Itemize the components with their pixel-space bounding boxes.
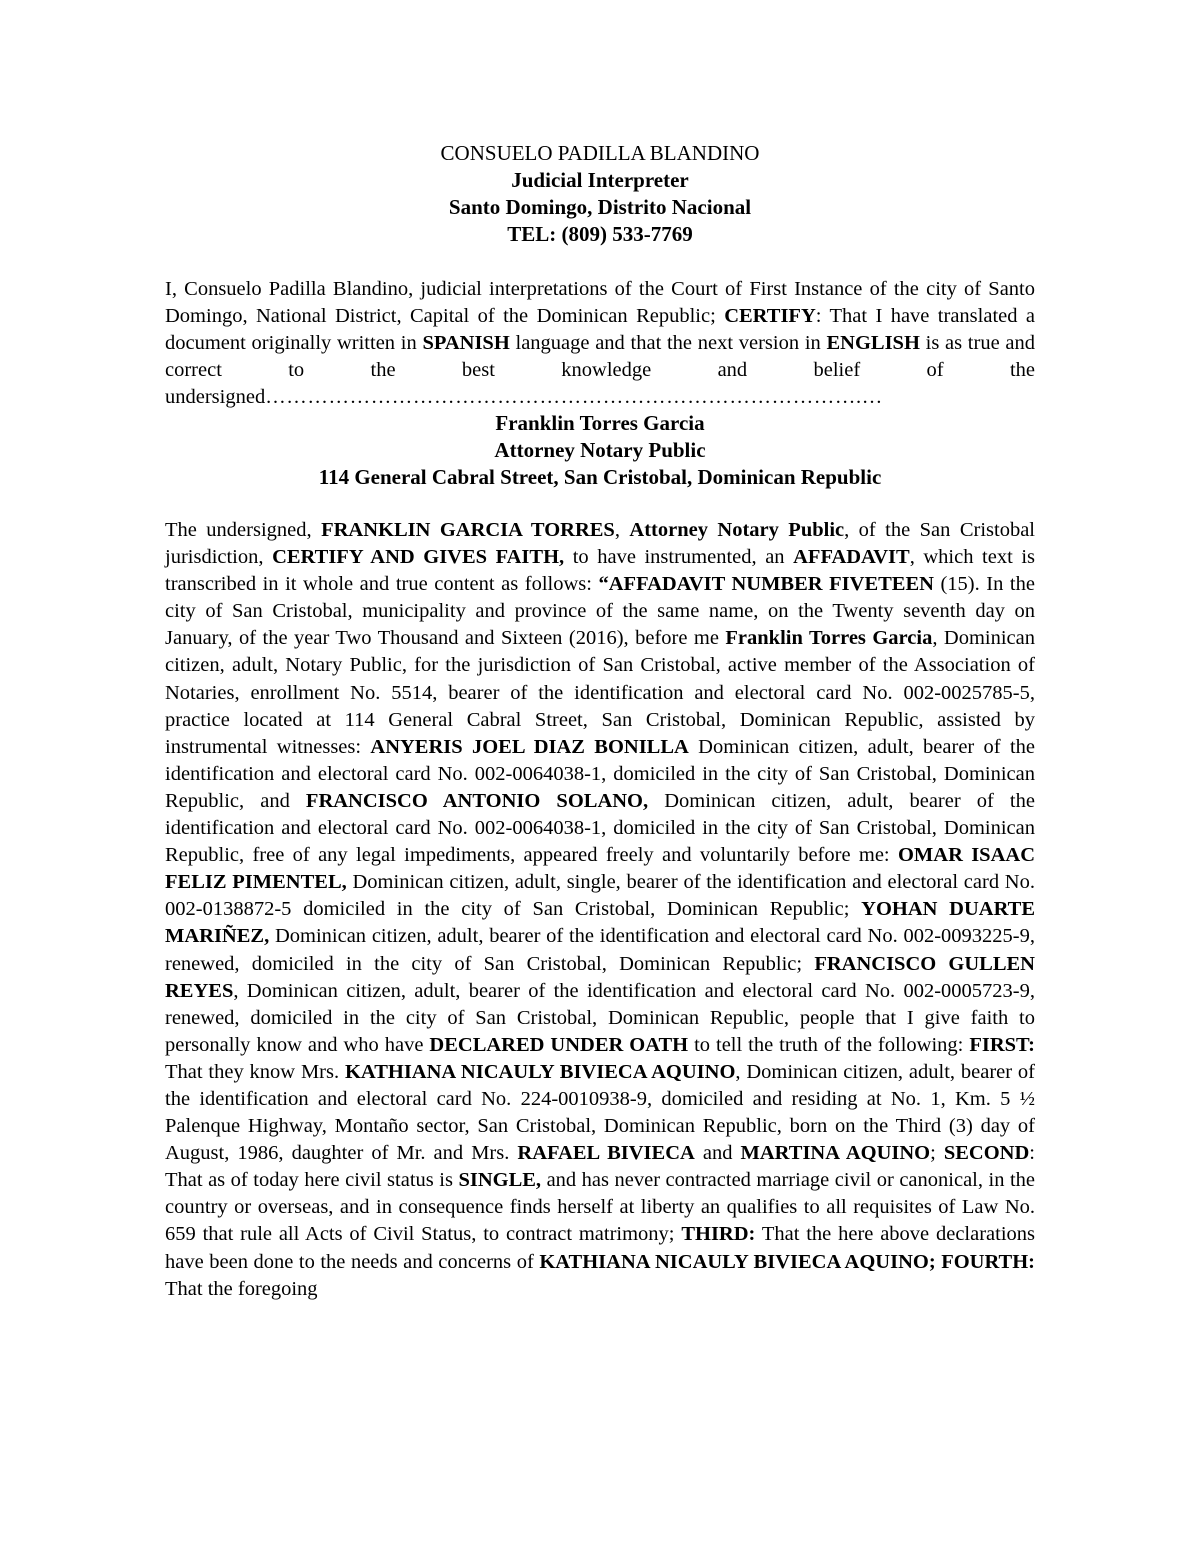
affidavit-bold: YOHAN DUARTE MARIÑEZ, [165, 898, 1035, 948]
cert-text: is as true and correct to the best knowledge and belief of the undersigned [165, 332, 1035, 409]
notary-heading [165, 410, 1035, 491]
affidavit-run: to have instrumented, an [564, 546, 794, 569]
affidavit-bold: SINGLE, [458, 1169, 542, 1192]
affidavit-run: , which text is transcribed in it whole and true content as follows: [165, 546, 1036, 596]
affidavit-run: (15). In the city of San Cristobal, municipality and province of the same name, on the Twenty seventh day on January, of the year Two Thousand and Sixteen (2016), before me [165, 573, 1035, 650]
cert-bold: SPANISH [422, 332, 510, 355]
notary-title: Attorney Notary Public [494, 438, 706, 462]
cert-text: language and that the next version in [509, 332, 827, 355]
affidavit-bold: ANYERIS JOEL DIAZ BONILLA [370, 735, 689, 758]
affidavit-bold: AFFADAVIT [793, 546, 910, 569]
affidavit-run: , Dominican citizen, adult, Notary Public, for the jurisdiction of San Cristobal, active member of the Association of Notaries, enrollment No. 5514, bearer of the identification and electoral card No. 002-0025785-5, practice located at 114 General Cabral Street, San Cristobal, Dominican Republic, assisted by instrumental witnesses: [165, 627, 1035, 758]
dotted-leader: ………………………………………………………………………….… [265, 386, 883, 409]
letterhead [165, 140, 1035, 248]
affidavit-bold: KATHIANA NICAULY BIVIECA AQUINO; FOURTH: [539, 1250, 1035, 1273]
notary-name: Franklin Torres Garcia [495, 411, 705, 435]
affidavit-run: Dominican citizen, adult, bearer of the identification and electoral card No. 002-0093225-9, renewed, domiciled in the city of San Cristobal, Dominican Republic; [165, 925, 1035, 975]
affidavit-bold: KATHIANA NICAULY BIVIECA AQUINO [344, 1060, 736, 1083]
cert-bold: ENGLISH [826, 332, 920, 355]
affidavit-run: Dominican citizen, adult, single, bearer of the identification and electoral card No. 002-0138872-5 domiciled in the city of San Cristobal, Dominican Republic; [165, 871, 1035, 921]
cert-text: : That I have translated a document originally written in [165, 305, 1036, 355]
affidavit-bold: Attorney Notary Public [629, 519, 845, 541]
affidavit-bold: FIRST: [969, 1033, 1035, 1056]
affidavit-run: ; [930, 1142, 944, 1165]
cert-text: I, Consuelo Padilla Blandino, judicial interpretations of the Court of First Instance of the city of Santo Domingo, National District, Capital of the Dominican Republic; [165, 278, 1035, 328]
interpreter-location: Santo Domingo, Distrito Nacional [448, 195, 752, 219]
affidavit-run: , [614, 519, 630, 541]
affidavit-run: Dominican citizen, adult, bearer of the identification and electoral card No. 002-0064038-1, domiciled in the city of San Cristobal, Dominican Republic, and [165, 735, 1035, 812]
affidavit-bold: OMAR ISAAC FELIZ PIMENTEL, [165, 844, 1035, 894]
affidavit-run: to tell the truth of the following: [688, 1033, 970, 1056]
affidavit-run: That the here above declarations have been done to the needs and concerns of [165, 1223, 1036, 1273]
affidavit-run: , of the San Cristobal jurisdiction, [165, 519, 1036, 569]
affidavit-run: , Dominican citizen, adult, bearer of the identification and electoral card No. 002-0005723-9, renewed, domiciled in the city of San Cristobal, Dominican Republic, people that I give faith to personally know and who have [165, 979, 1035, 1056]
affidavit-bold: THIRD: [681, 1223, 756, 1246]
affidavit-bold: Franklin Torres Garcia [725, 627, 933, 650]
affidavit-bold: FRANCISCO GULLEN REYES [165, 952, 1035, 1002]
affidavit-bold: DECLARED UNDER OATH [429, 1033, 689, 1056]
affidavit-run: and [694, 1142, 741, 1165]
affidavit-run: That the foregoing [165, 1277, 318, 1300]
interpreter-phone: TEL: (809) 533-7769 [507, 222, 693, 246]
affidavit-bold: “AFFADAVIT NUMBER FIVETEEN [598, 573, 934, 596]
affidavit-bold: MARTINA AQUINO [740, 1142, 931, 1165]
interpreter-name: CONSUELO PADILLA BLANDINO [440, 141, 760, 165]
notary-address: 114 General Cabral Street, San Cristobal, Dominican Republic [318, 465, 882, 489]
affidavit-run: The undersigned, [165, 519, 322, 541]
affidavit-run: and has never contracted marriage civil or canonical, in the country or overseas, and in consequence finds herself at liberty an qualifies to all requisites of Law No. 659 that rule all Acts of Civil Status, to contract matrimony; [165, 1169, 1036, 1246]
affidavit-run: That they know Mrs. [165, 1060, 345, 1083]
cert-bold: CERTIFY [724, 305, 816, 328]
affidavit-bold: SECOND [943, 1142, 1030, 1165]
affidavit-text [165, 517, 1035, 1303]
affidavit-run: : That as of today here civil status is [165, 1142, 1035, 1192]
translator-certification [165, 276, 1035, 411]
affidavit-bold: RAFAEL BIVIECA [517, 1142, 695, 1165]
affidavit-bold: FRANCISCO ANTONIO SOLANO, [305, 789, 649, 812]
interpreter-role: Judicial Interpreter [511, 168, 689, 192]
affidavit-bold: CERTIFY AND GIVES FAITH, [272, 546, 565, 569]
affidavit-bold: FRANKLIN GARCIA TORRES [321, 519, 615, 541]
affidavit-run: , Dominican citizen, adult, bearer of the identification and electoral card No. 224-0010938-9, domiciled and residing at No. 1, Km. 5 ½ Palenque Highway, Montaño sector, San Cristobal, Dominican Republic, born on the Third (3) day of August, 1986, daughter of Mr. and Mrs. [165, 1060, 1035, 1165]
affidavit-run: Dominican citizen, adult, bearer of the identification and electoral card No. 002-0064038-1, domiciled in the city of San Cristobal, Dominican Republic, free of any legal impediments, appeared freely and voluntarily before me: [165, 789, 1035, 867]
